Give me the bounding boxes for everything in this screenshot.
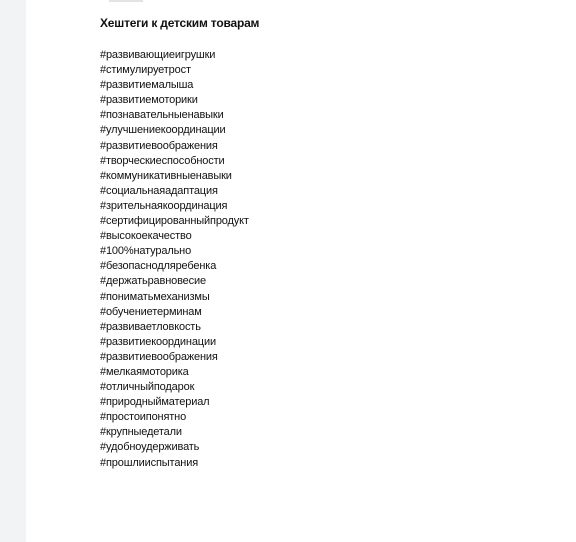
hashtag-item: #познавательныенавыки [100, 109, 224, 122]
hashtag-item: #безопаснодляребенка [100, 260, 217, 273]
hashtag-item: #100%натурально [100, 245, 192, 258]
hashtag-item: #крупныедетали [100, 426, 182, 439]
hashtag-item: #пониматьмеханизмы [100, 290, 210, 303]
hashtag-item: #развивающиеигрушки [100, 49, 216, 61]
document-page [26, 0, 576, 542]
hashtag-item: #простоипонятно [100, 411, 187, 424]
hashtag-item: #развиваетловкость [100, 320, 201, 333]
hashtag-item: #высокоекачество [100, 230, 192, 243]
hashtag-item: #улучшениекоординации [100, 124, 226, 137]
hashtag-item: #удобноудерживать [100, 441, 200, 454]
hashtag-item: #природныйматериал [100, 396, 210, 409]
hashtag-item: #мелкаямоторика [100, 365, 189, 378]
hashtag-item: #социальнаяадаптация [100, 184, 218, 197]
hashtag-item: #стимулируетрост [100, 64, 191, 77]
hashtag-item: #развитиевоображения [100, 350, 218, 363]
hashtag-item: #развитиекоординации [100, 335, 216, 348]
hashtag-item: #отличныйподарок [100, 381, 195, 394]
hashtag-item: #прошлииспытания [100, 456, 199, 469]
hashtag-item: #обучениетерминам [100, 305, 202, 318]
hashtag-item: #творческиеспособности [100, 154, 225, 167]
hashtag-item: #зрительнаякоординация [100, 199, 228, 212]
page-top-edge [109, 0, 143, 2]
hashtag-item: #развитиевоображения [100, 139, 218, 152]
document-title: Хештеги к детским товарам [100, 16, 260, 30]
hashtag-list [100, 48, 249, 471]
hashtag-item: #коммуникативныенавыки [100, 169, 232, 182]
hashtag-item: #развитиемоторики [100, 94, 198, 107]
hashtag-item: #держатьравновесие [100, 275, 206, 288]
hashtag-item: #развитиемалыша [100, 79, 194, 92]
hashtag-item: #сертифицированныйпродукт [100, 215, 249, 228]
